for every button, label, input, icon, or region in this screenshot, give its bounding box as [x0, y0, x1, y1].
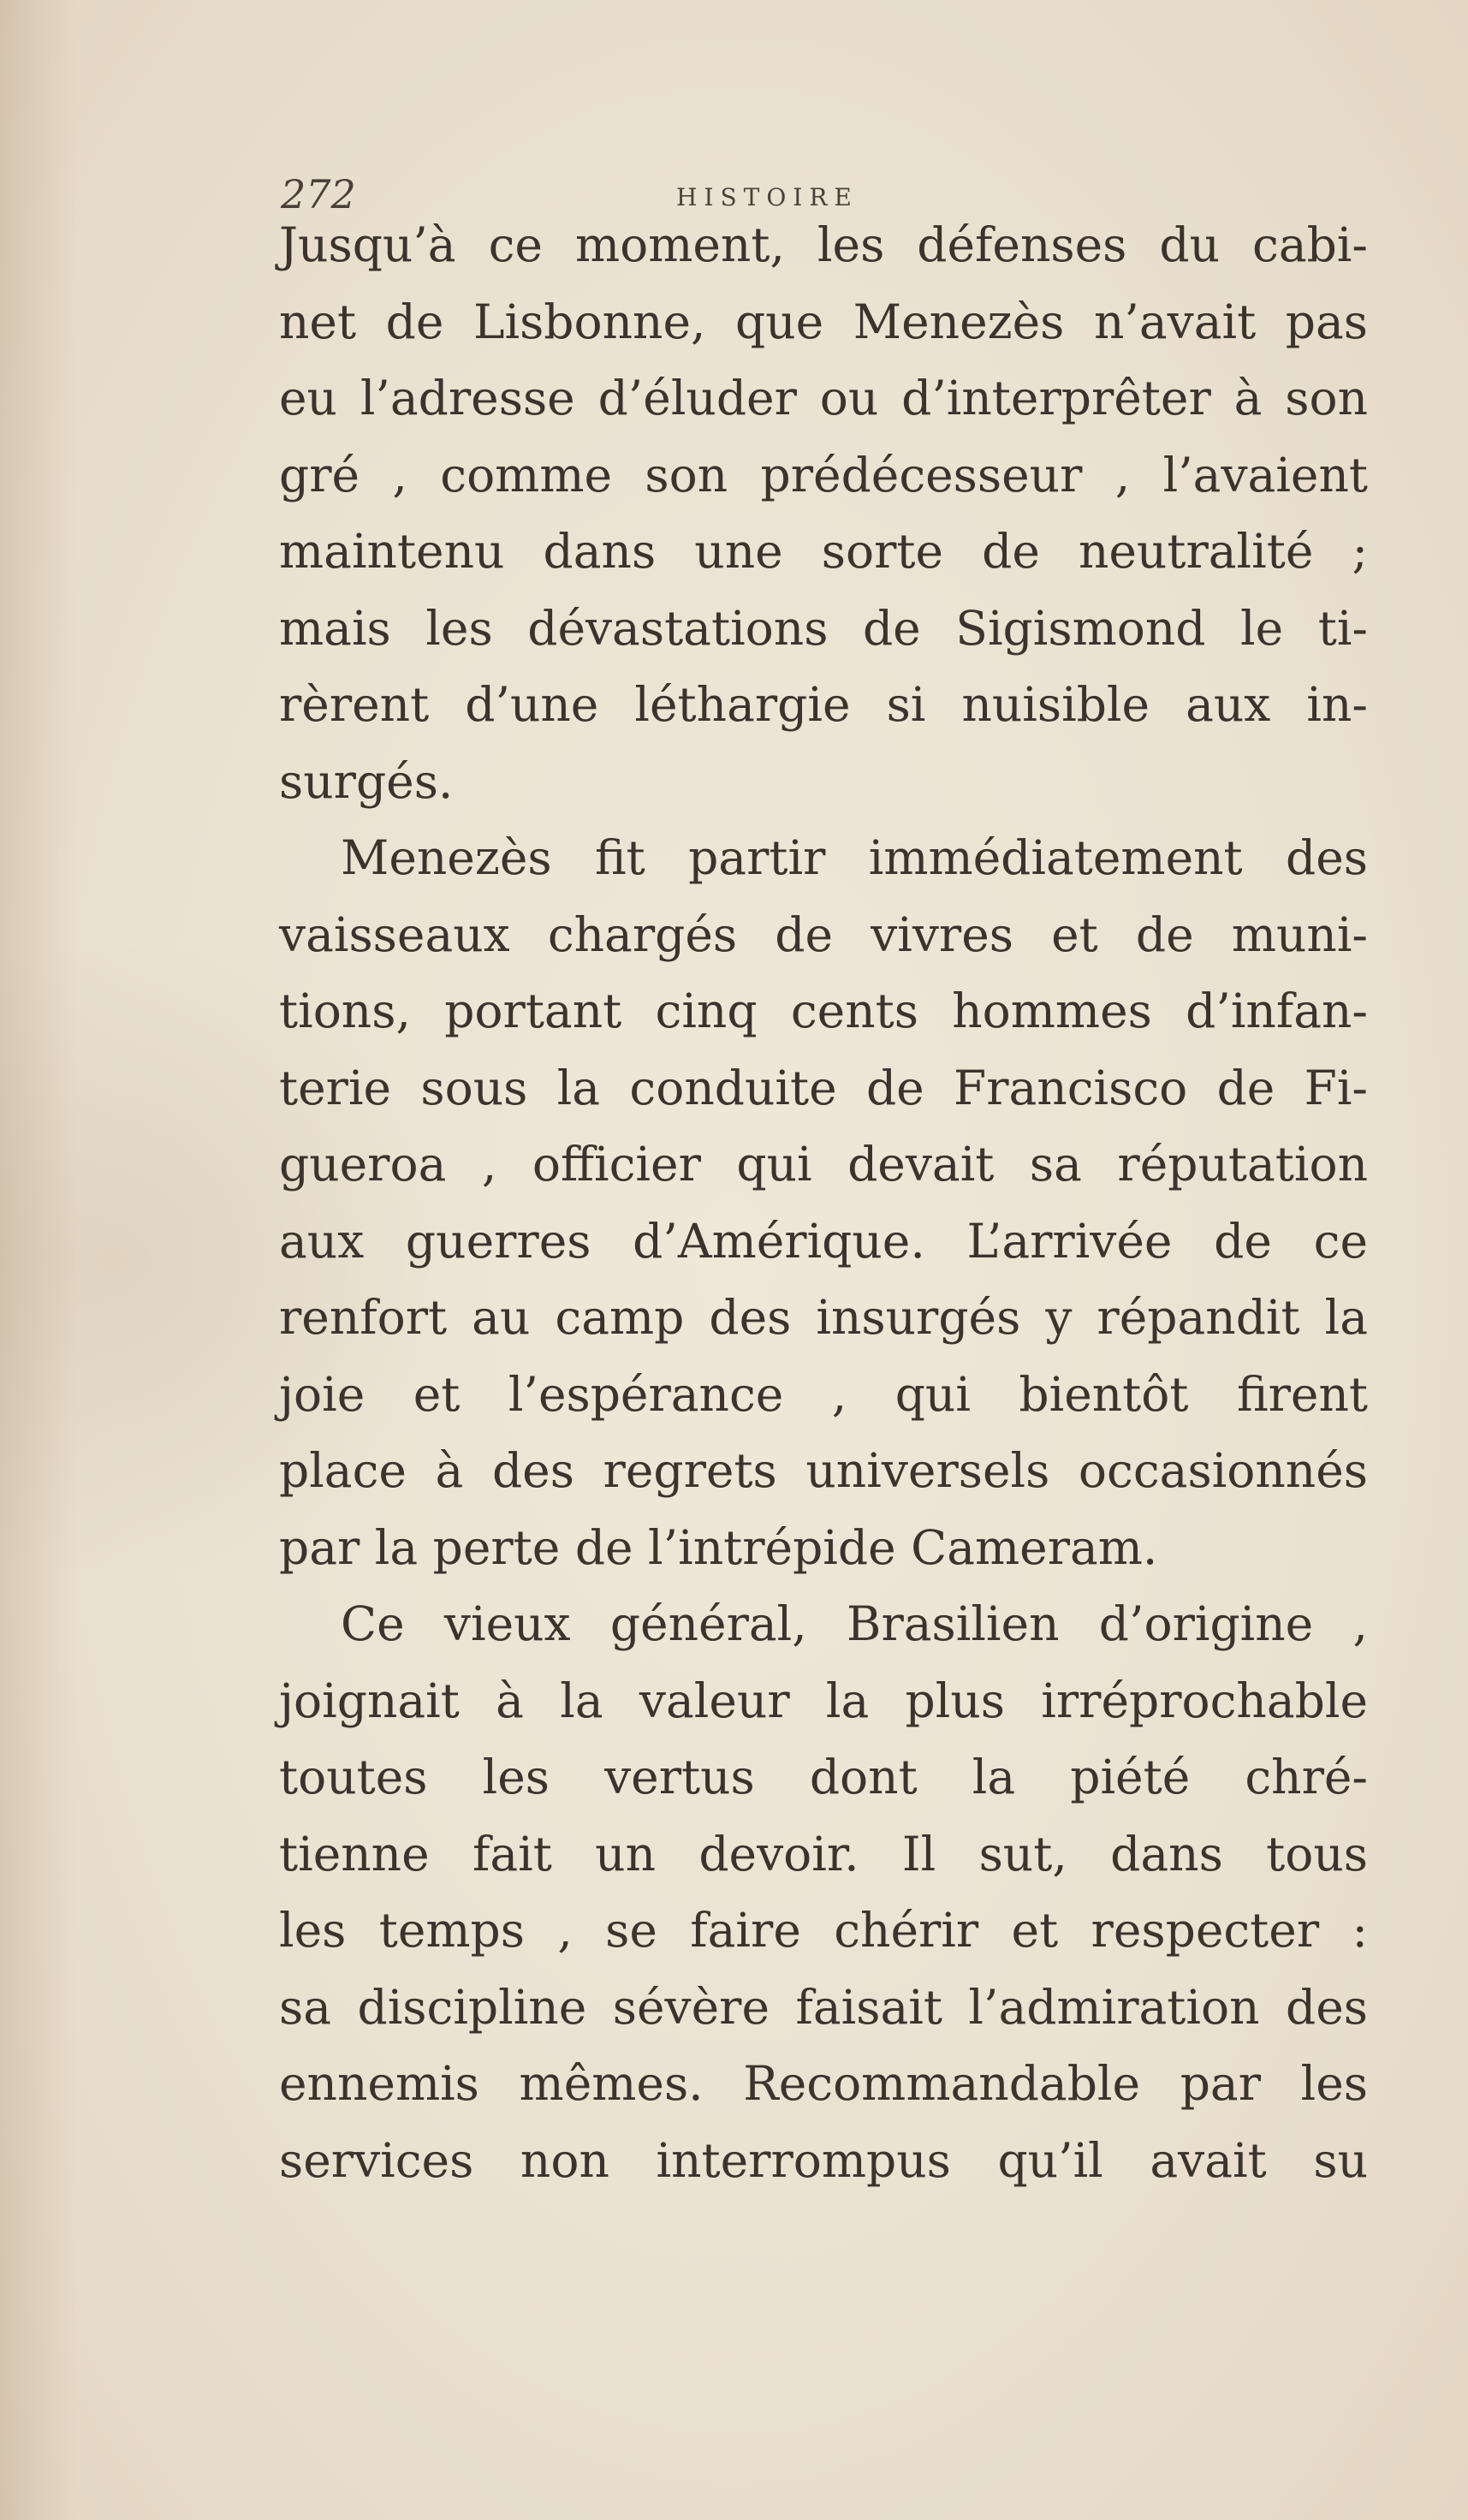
text-line: par la perte de l’intrépide Cameram. — [279, 1519, 1158, 1575]
text-line: eu l’adresse d’éluder ou d’interprêter à son — [279, 371, 1368, 425]
text-line: renfort au camp des insurgés y répandit la — [279, 1290, 1368, 1345]
text-line: surgés. — [279, 753, 454, 809]
text-line: les temps , se faire chérir et respecter : — [279, 1903, 1368, 1958]
text-line: maintenu dans une sorte de neutralité ; — [279, 524, 1368, 579]
text-line: net de Lisbonne, que Menezès n’avait pas — [279, 294, 1368, 349]
text-line: rèrent d’une léthargie si nuisible aux in- — [279, 677, 1368, 732]
text-line: terie sous la conduite de Francisco de Fi- — [279, 1060, 1368, 1115]
text-line: Jusqu’à ce moment, les défenses du cabi- — [279, 217, 1368, 272]
text-line: tienne fait un devoir. Il sut, dans tous — [279, 1826, 1368, 1881]
page-fold-shadow — [0, 0, 77, 2520]
text-line: vaisseaux chargés de vivres et de muni- — [279, 906, 1368, 962]
paragraph-start-line: Ce vieux général, Brasilien d’origine , — [341, 1596, 1368, 1651]
page-number: 272 — [281, 171, 356, 217]
text-line: joie et l’espérance , qui bientôt firent — [279, 1366, 1368, 1422]
text-line: aux guerres d’Amérique. L’arrivée de ce — [279, 1213, 1368, 1269]
running-title: HISTOIRE — [676, 183, 859, 211]
body-text — [279, 207, 1368, 2199]
text-line: joignait à la valeur la plus irréprochable — [279, 1673, 1368, 1728]
text-line: mais les dévastations de Sigismond le ti- — [279, 600, 1368, 656]
text-line: tions, portant cinq cents hommes d’infan- — [279, 984, 1368, 1038]
text-line: place à des regrets universels occasionnés — [279, 1443, 1368, 1498]
text-line: gueroa , officier qui devait sa réputation — [279, 1137, 1368, 1192]
text-line: gré , comme son prédécesseur , l’avaient — [279, 447, 1368, 502]
text-line: sa discipline sévère faisait l’admiration des — [279, 1979, 1368, 2035]
paragraph-start-line: Menezès fit partir immédiatement des — [341, 830, 1368, 885]
text-line: toutes les vertus dont la piété chré- — [279, 1750, 1368, 1804]
text-line: ennemis mêmes. Recommandable par les — [279, 2056, 1368, 2111]
text-line: services non interrompus qu’il avait su — [279, 2132, 1368, 2188]
